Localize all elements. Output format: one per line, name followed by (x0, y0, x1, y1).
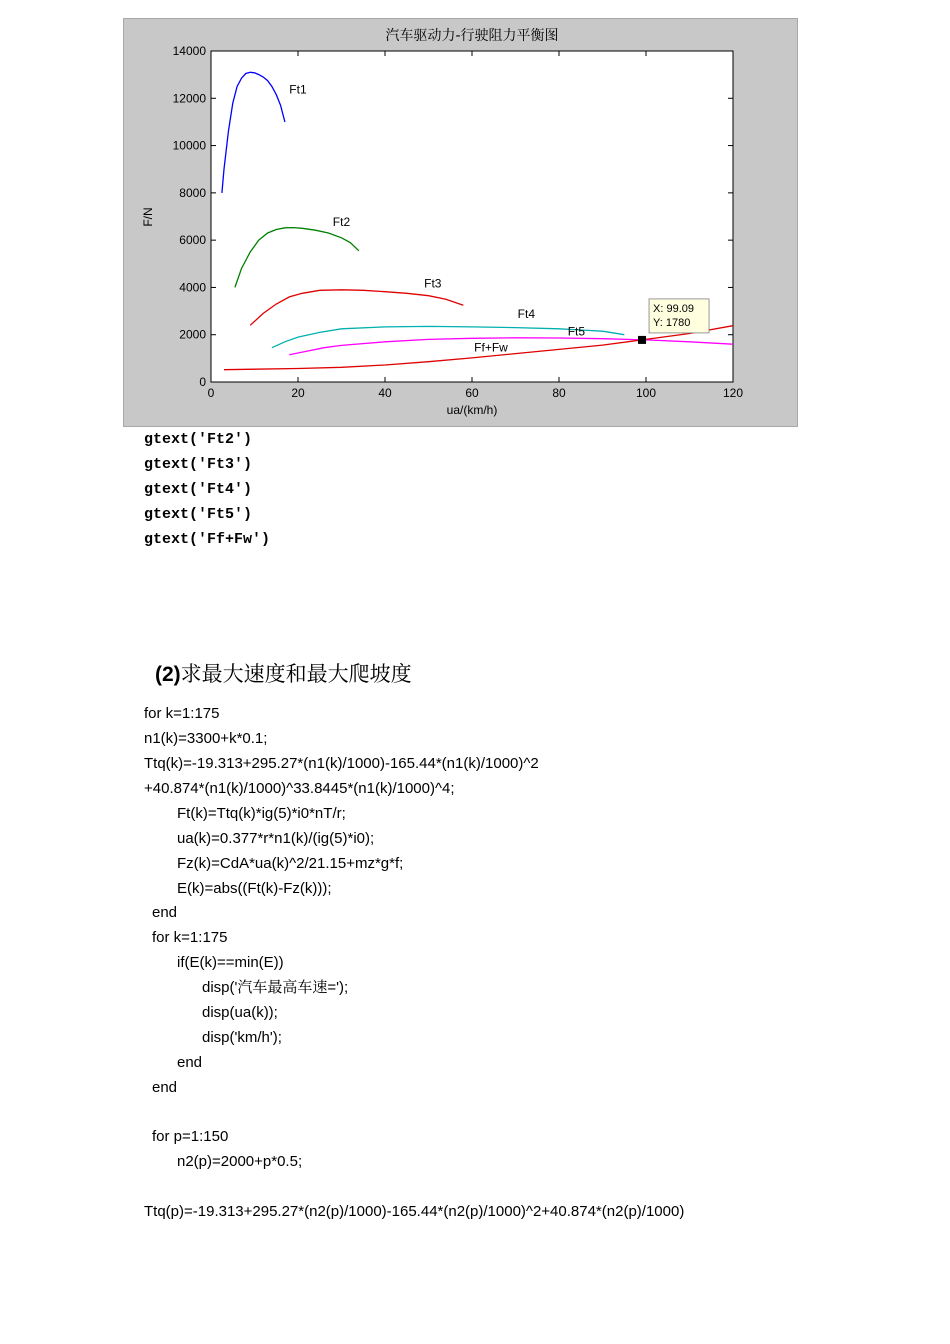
code-line-1: for k=1:175 (144, 705, 220, 722)
x-tick-label: 120 (722, 386, 744, 400)
y-tick-label: 8000 (179, 185, 206, 200)
datatip-marker[interactable] (638, 336, 646, 344)
figure-window (123, 18, 798, 427)
code-line-10: for k=1:175 (152, 929, 228, 946)
code-line-8: E(k)=abs((Ft(k)-Fz(k))); (177, 880, 332, 897)
gtext-line-1: gtext('Ft2') (144, 431, 253, 448)
series-label-ft1: Ft1 (289, 82, 307, 97)
code-line-9: end (152, 904, 178, 921)
heading-number: (2) (155, 663, 181, 686)
section-heading (155, 658, 412, 688)
y-tick-label: 0 (199, 375, 206, 389)
code-line-13: disp(ua(k)); (202, 1004, 278, 1021)
code-line-18: n2(p)=2000+p*0.5; (177, 1153, 303, 1170)
series-label-ft5: Ft5 (567, 324, 586, 339)
code-line-14: disp('km/h'); (202, 1029, 282, 1046)
code-line-7: Fz(k)=CdA*ua(k)^2/21.15+mz*g*f; (177, 855, 404, 872)
heading-text: 求最大速度和最大爬坡度 (180, 662, 412, 686)
y-tick-label: 12000 (172, 91, 206, 106)
gtext-line-3: gtext('Ft4') (144, 481, 253, 498)
gtext-line-4: gtext('Ft5') (144, 506, 253, 523)
series-label-ft4: Ft4 (517, 307, 536, 322)
code-line-17: for p=1:150 (152, 1128, 229, 1145)
gtext-line-5: gtext('Ff+Fw') (144, 531, 271, 548)
x-tick-label: 100 (635, 386, 657, 400)
code-line-16: end (152, 1079, 178, 1096)
code-line-12: disp('汽车最高车速='); (202, 979, 349, 996)
code-line-3: Ttq(k)=-19.313+295.27*(n1(k)/1000)-165.44*(n1(k)/1000)^2 (144, 755, 539, 772)
code-line-4: +40.874*(n1(k)/1000)^33.8445*(n1(k)/1000)^4; (144, 780, 455, 797)
y-tick-label: 10000 (172, 138, 206, 153)
chart-title: 汽车驱动力-行驶阻力平衡图 (385, 28, 559, 44)
y-tick-label: 14000 (172, 44, 206, 58)
x-tick-label: 40 (378, 386, 392, 400)
code-line-19: Ttq(p)=-19.313+295.27*(n2(p)/1000)-165.44*(n2(p)/1000)^2+40.874*(n2(p)/1000) (144, 1203, 685, 1220)
datatip-y-value: Y: 1780 (653, 316, 691, 329)
gtext-line-2: gtext('Ft3') (144, 456, 253, 473)
y-tick-label: 2000 (179, 327, 206, 342)
series-label-ff-fw: Ff+Fw (474, 340, 508, 355)
code-line-11: if(E(k)==min(E)) (177, 954, 284, 971)
y-tick-label: 4000 (179, 280, 206, 295)
chart-svg (124, 19, 799, 428)
code-line-5: Ft(k)=Ttq(k)*ig(5)*i0*nT/r; (177, 805, 346, 822)
code-line-15: end (177, 1054, 203, 1071)
x-tick-label: 20 (291, 386, 305, 400)
x-tick-label: 60 (465, 386, 479, 400)
datatip-x-value: X: 99.09 (653, 302, 695, 315)
x-axis-label: ua/(km/h) (446, 403, 498, 417)
code-line-2: n1(k)=3300+k*0.1; (144, 730, 268, 747)
x-tick-label: 80 (552, 386, 566, 400)
code-line-6: ua(k)=0.377*r*n1(k)/(ig(5)*i0); (177, 830, 375, 847)
y-axis-label: F/N (141, 207, 155, 227)
y-tick-label: 6000 (179, 233, 206, 248)
series-label-ft3: Ft3 (424, 276, 442, 291)
x-tick-label: 0 (207, 386, 215, 400)
series-label-ft2: Ft2 (332, 214, 351, 229)
